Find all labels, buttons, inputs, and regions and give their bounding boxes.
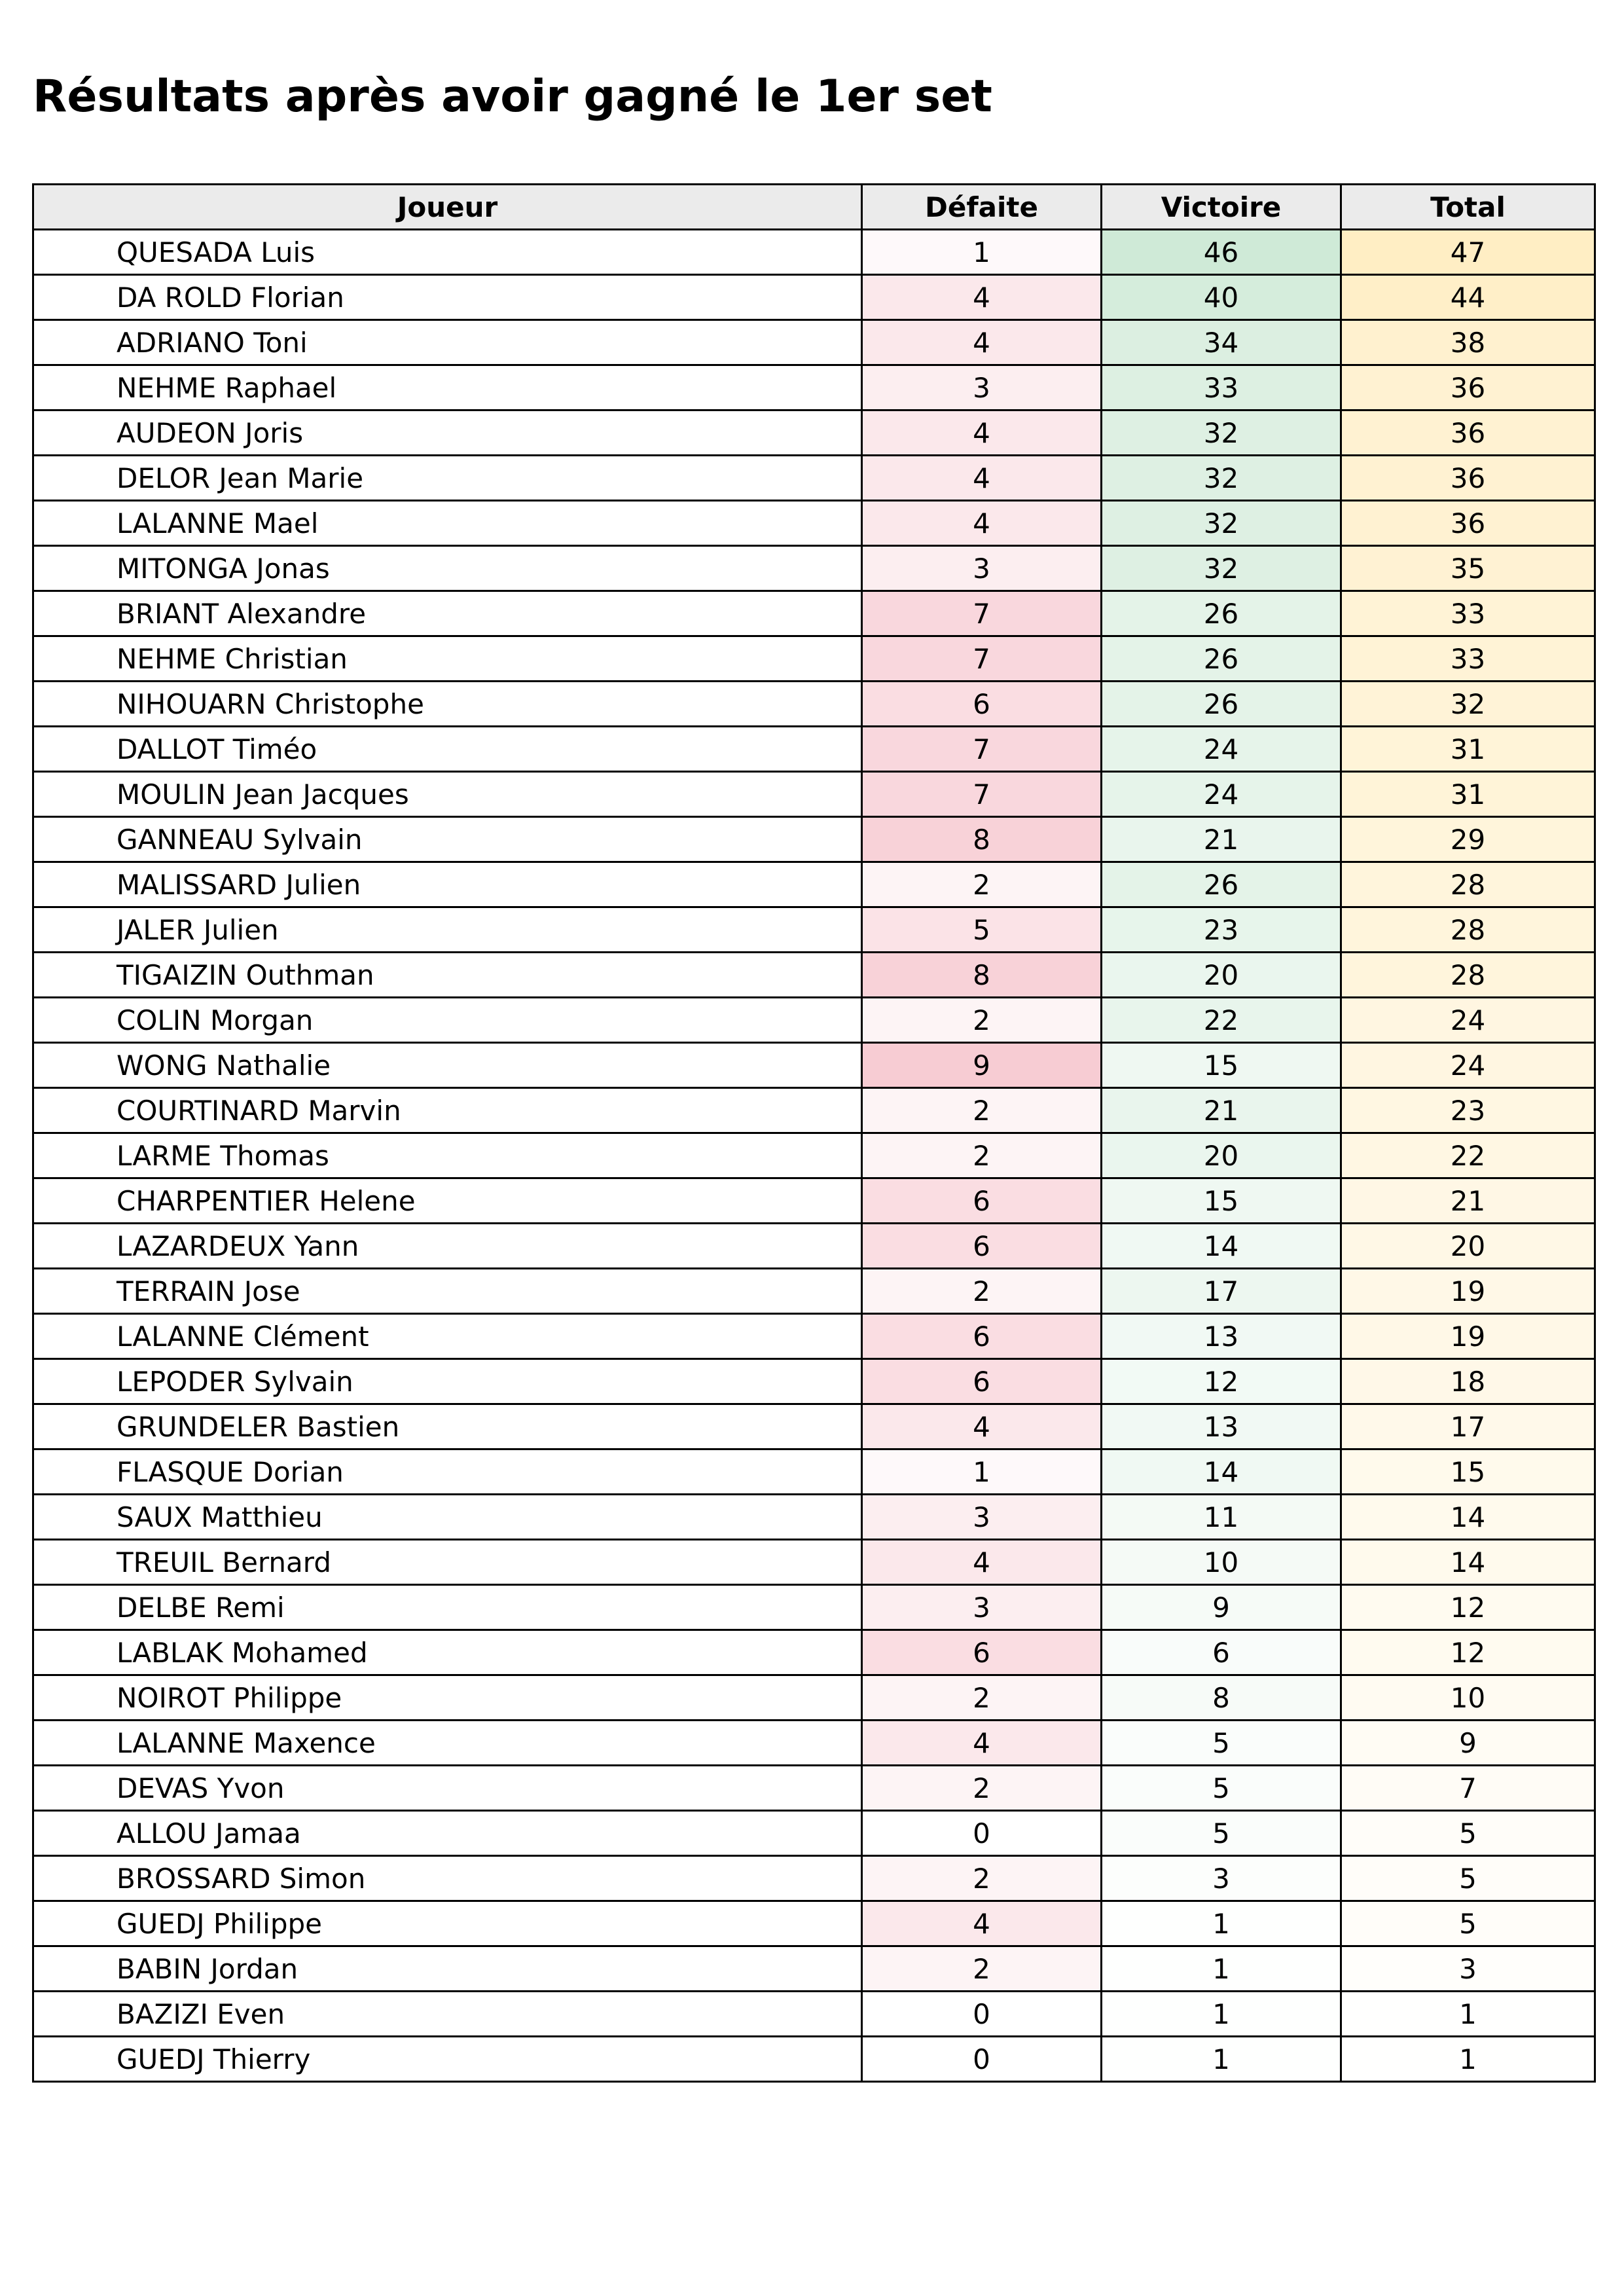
cell-victoire: 3	[1102, 1856, 1341, 1901]
cell-name: GANNEAU Sylvain	[33, 817, 862, 862]
cell-defaite: 9	[862, 1043, 1102, 1088]
cell-victoire: 21	[1102, 1088, 1341, 1133]
cell-name: LALANNE Clément	[33, 1314, 862, 1359]
cell-victoire: 40	[1102, 275, 1341, 320]
cell-defaite: 4	[862, 275, 1102, 320]
cell-defaite: 5	[862, 907, 1102, 953]
cell-victoire: 10	[1102, 1540, 1341, 1585]
cell-total: 31	[1341, 727, 1595, 772]
cell-defaite: 2	[862, 1133, 1102, 1178]
cell-victoire: 12	[1102, 1359, 1341, 1404]
table-row	[33, 1585, 1595, 1630]
cell-defaite: 3	[862, 546, 1102, 591]
cell-defaite: 7	[862, 727, 1102, 772]
cell-total: 14	[1341, 1495, 1595, 1540]
cell-victoire: 13	[1102, 1314, 1341, 1359]
cell-defaite: 2	[862, 1269, 1102, 1314]
cell-defaite: 6	[862, 682, 1102, 727]
cell-name: DALLOT Timéo	[33, 727, 862, 772]
cell-total: 10	[1341, 1675, 1595, 1721]
table-row	[33, 410, 1595, 456]
cell-name: DELOR Jean Marie	[33, 456, 862, 501]
table-row	[33, 1901, 1595, 1946]
cell-victoire: 6	[1102, 1630, 1341, 1675]
cell-total: 12	[1341, 1585, 1595, 1630]
cell-name: BABIN Jordan	[33, 1946, 862, 1992]
cell-victoire: 20	[1102, 1133, 1341, 1178]
table-row	[33, 456, 1595, 501]
cell-name: NEHME Christian	[33, 636, 862, 682]
cell-defaite: 6	[862, 1224, 1102, 1269]
cell-total: 23	[1341, 1088, 1595, 1133]
cell-defaite: 6	[862, 1630, 1102, 1675]
cell-total: 24	[1341, 1043, 1595, 1088]
table-row	[33, 1766, 1595, 1811]
table-row	[33, 953, 1595, 998]
table-row	[33, 1314, 1595, 1359]
cell-defaite: 8	[862, 817, 1102, 862]
cell-name: MALISSARD Julien	[33, 862, 862, 907]
cell-total: 21	[1341, 1178, 1595, 1224]
table-row	[33, 230, 1595, 275]
cell-victoire: 32	[1102, 546, 1341, 591]
cell-defaite: 4	[862, 320, 1102, 365]
cell-victoire: 5	[1102, 1766, 1341, 1811]
cell-defaite: 0	[862, 1811, 1102, 1856]
cell-defaite: 7	[862, 772, 1102, 817]
cell-defaite: 0	[862, 2037, 1102, 2082]
cell-total: 33	[1341, 591, 1595, 636]
table-row	[33, 1630, 1595, 1675]
cell-defaite: 4	[862, 1404, 1102, 1449]
cell-defaite: 2	[862, 1088, 1102, 1133]
table-row	[33, 320, 1595, 365]
cell-victoire: 5	[1102, 1721, 1341, 1766]
cell-name: COLIN Morgan	[33, 998, 862, 1043]
cell-name: TREUIL Bernard	[33, 1540, 862, 1585]
cell-defaite: 7	[862, 591, 1102, 636]
cell-victoire: 21	[1102, 817, 1341, 862]
cell-total: 28	[1341, 862, 1595, 907]
table-row	[33, 1946, 1595, 1992]
cell-defaite: 3	[862, 1585, 1102, 1630]
header-defaite: Défaite	[862, 185, 1102, 230]
cell-defaite: 6	[862, 1178, 1102, 1224]
cell-name: TIGAIZIN Outhman	[33, 953, 862, 998]
cell-name: BAZIZI Even	[33, 1992, 862, 2037]
cell-victoire: 24	[1102, 772, 1341, 817]
cell-victoire: 15	[1102, 1043, 1341, 1088]
table-row	[33, 1404, 1595, 1449]
cell-victoire: 1	[1102, 1946, 1341, 1992]
cell-victoire: 26	[1102, 682, 1341, 727]
cell-defaite: 4	[862, 1540, 1102, 1585]
cell-name: ADRIANO Toni	[33, 320, 862, 365]
cell-name: LABLAK Mohamed	[33, 1630, 862, 1675]
cell-defaite: 2	[862, 1766, 1102, 1811]
cell-total: 47	[1341, 230, 1595, 275]
cell-total: 1	[1341, 2037, 1595, 2082]
table-row	[33, 1359, 1595, 1404]
table-row	[33, 1675, 1595, 1721]
cell-total: 5	[1341, 1856, 1595, 1901]
cell-total: 32	[1341, 682, 1595, 727]
cell-defaite: 1	[862, 230, 1102, 275]
cell-total: 28	[1341, 953, 1595, 998]
cell-name: TERRAIN Jose	[33, 1269, 862, 1314]
cell-name: AUDEON Joris	[33, 410, 862, 456]
cell-total: 38	[1341, 320, 1595, 365]
cell-victoire: 1	[1102, 1901, 1341, 1946]
cell-victoire: 9	[1102, 1585, 1341, 1630]
cell-defaite: 2	[862, 1856, 1102, 1901]
header-total: Total	[1341, 185, 1595, 230]
table-row	[33, 365, 1595, 410]
cell-total: 7	[1341, 1766, 1595, 1811]
cell-name: ALLOU Jamaa	[33, 1811, 862, 1856]
cell-victoire: 1	[1102, 2037, 1341, 2082]
cell-defaite: 8	[862, 953, 1102, 998]
cell-name: NEHME Raphael	[33, 365, 862, 410]
cell-total: 44	[1341, 275, 1595, 320]
cell-total: 35	[1341, 546, 1595, 591]
results-table	[32, 183, 1596, 2083]
table-row	[33, 727, 1595, 772]
cell-victoire: 32	[1102, 501, 1341, 546]
cell-defaite: 2	[862, 998, 1102, 1043]
cell-total: 19	[1341, 1314, 1595, 1359]
cell-name: MOULIN Jean Jacques	[33, 772, 862, 817]
cell-name: LALANNE Mael	[33, 501, 862, 546]
header-victoire: Victoire	[1102, 185, 1341, 230]
cell-name: LEPODER Sylvain	[33, 1359, 862, 1404]
cell-total: 31	[1341, 772, 1595, 817]
cell-name: JALER Julien	[33, 907, 862, 953]
table-row	[33, 591, 1595, 636]
cell-total: 29	[1341, 817, 1595, 862]
results-body	[33, 230, 1595, 2082]
table-row	[33, 1811, 1595, 1856]
cell-name: NIHOUARN Christophe	[33, 682, 862, 727]
cell-name: GRUNDELER Bastien	[33, 1404, 862, 1449]
table-row	[33, 1540, 1595, 1585]
cell-name: BRIANT Alexandre	[33, 591, 862, 636]
cell-name: NOIROT Philippe	[33, 1675, 862, 1721]
table-row	[33, 1043, 1595, 1088]
cell-victoire: 33	[1102, 365, 1341, 410]
cell-total: 15	[1341, 1449, 1595, 1495]
cell-total: 36	[1341, 456, 1595, 501]
cell-total: 28	[1341, 907, 1595, 953]
cell-name: QUESADA Luis	[33, 230, 862, 275]
table-row	[33, 2037, 1595, 2082]
table-row	[33, 817, 1595, 862]
table-row	[33, 636, 1595, 682]
cell-defaite: 4	[862, 410, 1102, 456]
cell-victoire: 46	[1102, 230, 1341, 275]
cell-total: 19	[1341, 1269, 1595, 1314]
cell-victoire: 26	[1102, 862, 1341, 907]
table-row	[33, 546, 1595, 591]
cell-total: 24	[1341, 998, 1595, 1043]
cell-defaite: 4	[862, 456, 1102, 501]
cell-victoire: 15	[1102, 1178, 1341, 1224]
cell-name: WONG Nathalie	[33, 1043, 862, 1088]
cell-defaite: 0	[862, 1992, 1102, 2037]
table-header-row	[33, 185, 1595, 230]
cell-victoire: 23	[1102, 907, 1341, 953]
cell-name: MITONGA Jonas	[33, 546, 862, 591]
cell-victoire: 20	[1102, 953, 1341, 998]
cell-name: DA ROLD Florian	[33, 275, 862, 320]
table-row	[33, 501, 1595, 546]
cell-victoire: 24	[1102, 727, 1341, 772]
cell-name: GUEDJ Thierry	[33, 2037, 862, 2082]
cell-total: 22	[1341, 1133, 1595, 1178]
cell-total: 5	[1341, 1811, 1595, 1856]
table-row	[33, 1721, 1595, 1766]
table-row	[33, 682, 1595, 727]
cell-victoire: 32	[1102, 456, 1341, 501]
cell-victoire: 5	[1102, 1811, 1341, 1856]
cell-defaite: 3	[862, 365, 1102, 410]
cell-total: 14	[1341, 1540, 1595, 1585]
cell-name: LARME Thomas	[33, 1133, 862, 1178]
table-row	[33, 862, 1595, 907]
cell-victoire: 26	[1102, 636, 1341, 682]
cell-name: BROSSARD Simon	[33, 1856, 862, 1901]
cell-name: GUEDJ Philippe	[33, 1901, 862, 1946]
cell-name: DEVAS Yvon	[33, 1766, 862, 1811]
cell-total: 18	[1341, 1359, 1595, 1404]
table-row	[33, 1224, 1595, 1269]
cell-total: 12	[1341, 1630, 1595, 1675]
cell-name: CHARPENTIER Helene	[33, 1178, 862, 1224]
cell-victoire: 14	[1102, 1224, 1341, 1269]
cell-name: COURTINARD Marvin	[33, 1088, 862, 1133]
cell-total: 33	[1341, 636, 1595, 682]
cell-victoire: 32	[1102, 410, 1341, 456]
table-row	[33, 998, 1595, 1043]
cell-victoire: 22	[1102, 998, 1341, 1043]
table-row	[33, 1992, 1595, 2037]
cell-total: 36	[1341, 410, 1595, 456]
cell-total: 3	[1341, 1946, 1595, 1992]
cell-victoire: 17	[1102, 1269, 1341, 1314]
cell-defaite: 4	[862, 501, 1102, 546]
cell-total: 5	[1341, 1901, 1595, 1946]
cell-name: LAZARDEUX Yann	[33, 1224, 862, 1269]
page-title: Résultats après avoir gagné le 1er set	[33, 71, 992, 122]
table-row	[33, 1449, 1595, 1495]
table-row	[33, 1495, 1595, 1540]
cell-name: FLASQUE Dorian	[33, 1449, 862, 1495]
cell-name: LALANNE Maxence	[33, 1721, 862, 1766]
cell-defaite: 3	[862, 1495, 1102, 1540]
table-row	[33, 275, 1595, 320]
cell-total: 9	[1341, 1721, 1595, 1766]
table-row	[33, 1178, 1595, 1224]
cell-victoire: 13	[1102, 1404, 1341, 1449]
cell-defaite: 7	[862, 636, 1102, 682]
cell-name: DELBE Remi	[33, 1585, 862, 1630]
cell-victoire: 1	[1102, 1992, 1341, 2037]
table-row	[33, 1133, 1595, 1178]
cell-victoire: 8	[1102, 1675, 1341, 1721]
cell-defaite: 6	[862, 1359, 1102, 1404]
cell-name: SAUX Matthieu	[33, 1495, 862, 1540]
cell-defaite: 6	[862, 1314, 1102, 1359]
table-row	[33, 772, 1595, 817]
cell-total: 1	[1341, 1992, 1595, 2037]
cell-total: 17	[1341, 1404, 1595, 1449]
table-row	[33, 1269, 1595, 1314]
cell-victoire: 11	[1102, 1495, 1341, 1540]
cell-victoire: 26	[1102, 591, 1341, 636]
table-row	[33, 907, 1595, 953]
header-joueur: Joueur	[33, 185, 862, 230]
cell-defaite: 2	[862, 1675, 1102, 1721]
cell-defaite: 2	[862, 862, 1102, 907]
cell-total: 36	[1341, 501, 1595, 546]
cell-defaite: 1	[862, 1449, 1102, 1495]
cell-total: 36	[1341, 365, 1595, 410]
cell-victoire: 34	[1102, 320, 1341, 365]
cell-defaite: 2	[862, 1946, 1102, 1992]
table-row	[33, 1088, 1595, 1133]
cell-defaite: 4	[862, 1901, 1102, 1946]
cell-total: 20	[1341, 1224, 1595, 1269]
cell-victoire: 14	[1102, 1449, 1341, 1495]
table-row	[33, 1856, 1595, 1901]
cell-defaite: 4	[862, 1721, 1102, 1766]
